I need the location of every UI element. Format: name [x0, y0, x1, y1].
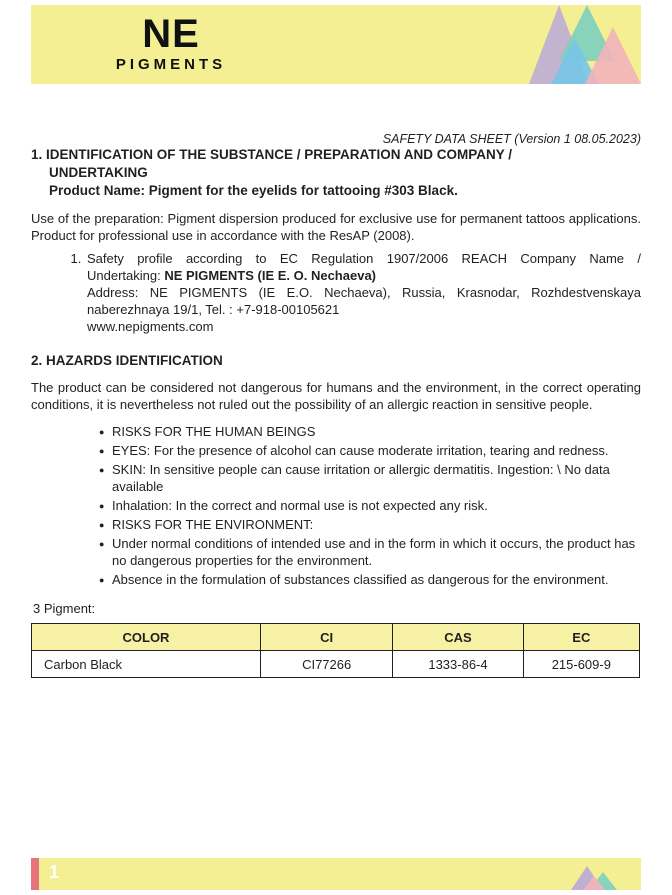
footer-decorative-triangles — [571, 858, 631, 890]
hazard-bullet-list — [31, 423, 641, 588]
header-decorative-triangles — [521, 5, 641, 84]
triangle-pink-icon — [585, 27, 641, 84]
section-1-item-line4: naberezhnaya 19/1, Tel. : +7-918-00105621 — [87, 302, 340, 317]
pigment-table-head — [32, 624, 640, 651]
list-item: ● Under normal conditions of intended use and in the form in which it occurs, the product has no dangerous properties for the environment. — [99, 535, 641, 569]
page-number: 1 — [49, 862, 60, 882]
cell-color: Carbon Black — [32, 651, 261, 678]
section-1-item-line2 — [87, 267, 641, 284]
cell-ci: CI77266 — [260, 651, 392, 678]
section-1-paragraph: Use of the preparation: Pigment dispersion produced for exclusive use for permanent tattoos applications. Product for professional use in accordance with the ResAP (2008). — [31, 211, 641, 243]
header-band — [31, 5, 641, 84]
section-1-item-line5-website: www.nepigments.com — [87, 319, 214, 334]
pigment-section-label: 3 Pigment: — [33, 601, 96, 617]
section-1-list — [31, 250, 641, 335]
cell-ec: 215-609-9 — [523, 651, 639, 678]
column-header-ci: CI — [260, 624, 392, 651]
section-1-heading — [31, 146, 641, 200]
footer-band — [31, 858, 641, 890]
cell-cas: 1333-86-4 — [393, 651, 523, 678]
list-item: ● SKIN: In sensitive people can cause irritation or allergic dermatitis. Ingestion: \ No data available — [99, 461, 641, 495]
document-version-line: SAFETY DATA SHEET (Version 1 08.05.2023) — [382, 132, 641, 146]
list-item: ● Absence in the formulation of substances classified as dangerous for the environment. — [99, 571, 641, 588]
logo-sub-text: PIGMENTS — [115, 56, 227, 73]
column-header-cas: CAS — [393, 624, 523, 651]
list-item: ● Inhalation: In the correct and normal use is not expected any risk. — [99, 497, 641, 514]
brand-logo — [91, 13, 251, 74]
list-item: ● RISKS FOR THE HUMAN BEINGS — [99, 423, 641, 440]
section-2-heading: 2. HAZARDS IDENTIFICATION — [31, 353, 223, 368]
list-item: ● RISKS FOR THE ENVIRONMENT: — [99, 516, 641, 533]
document-content — [31, 92, 641, 678]
column-header-color: COLOR — [32, 624, 261, 651]
section-1-title-line2: UNDERTAKING — [49, 165, 148, 180]
table-row — [32, 651, 640, 678]
pigment-table — [31, 623, 640, 678]
section-1-title-line1: 1. IDENTIFICATION OF THE SUBSTANCE / PREPARATION AND COMPANY / — [31, 147, 513, 162]
section-2-paragraph: The product can be considered not dangerous for humans and the environment, in the correct operating conditions, it is nevertheless not ruled out the possibility of an allergic reaction in sensitive people. — [31, 380, 641, 413]
column-header-ec: EC — [523, 624, 639, 651]
section-1-item-line1: 1. Safety profile according to EC Regulation 1907/2006 REACH Company Name / — [87, 251, 641, 266]
logo-main-text: NE — [142, 12, 200, 56]
undertaking-label: Undertaking: — [87, 268, 165, 283]
section-1-product-name: Product Name: Pigment for the eyelids for tattooing #303 Black. — [49, 183, 458, 198]
list-item: ● EYES: For the presence of alcohol can cause moderate irritation, tearing and redness. — [99, 442, 641, 459]
footer-triangle-pink-icon — [583, 876, 605, 890]
pigment-table-body — [32, 651, 640, 678]
section-1-item-line3: Address: NE PIGMENTS (IE E.O. Nechaeva), Russia, Krasnodar, Rozhdestvenskaya — [87, 285, 641, 300]
section-1-list-item — [85, 250, 641, 335]
table-header-row — [32, 624, 640, 651]
company-name: NE PIGMENTS (IE E. O. Nechaeva) — [164, 268, 376, 283]
footer-accent-bar — [31, 858, 39, 890]
